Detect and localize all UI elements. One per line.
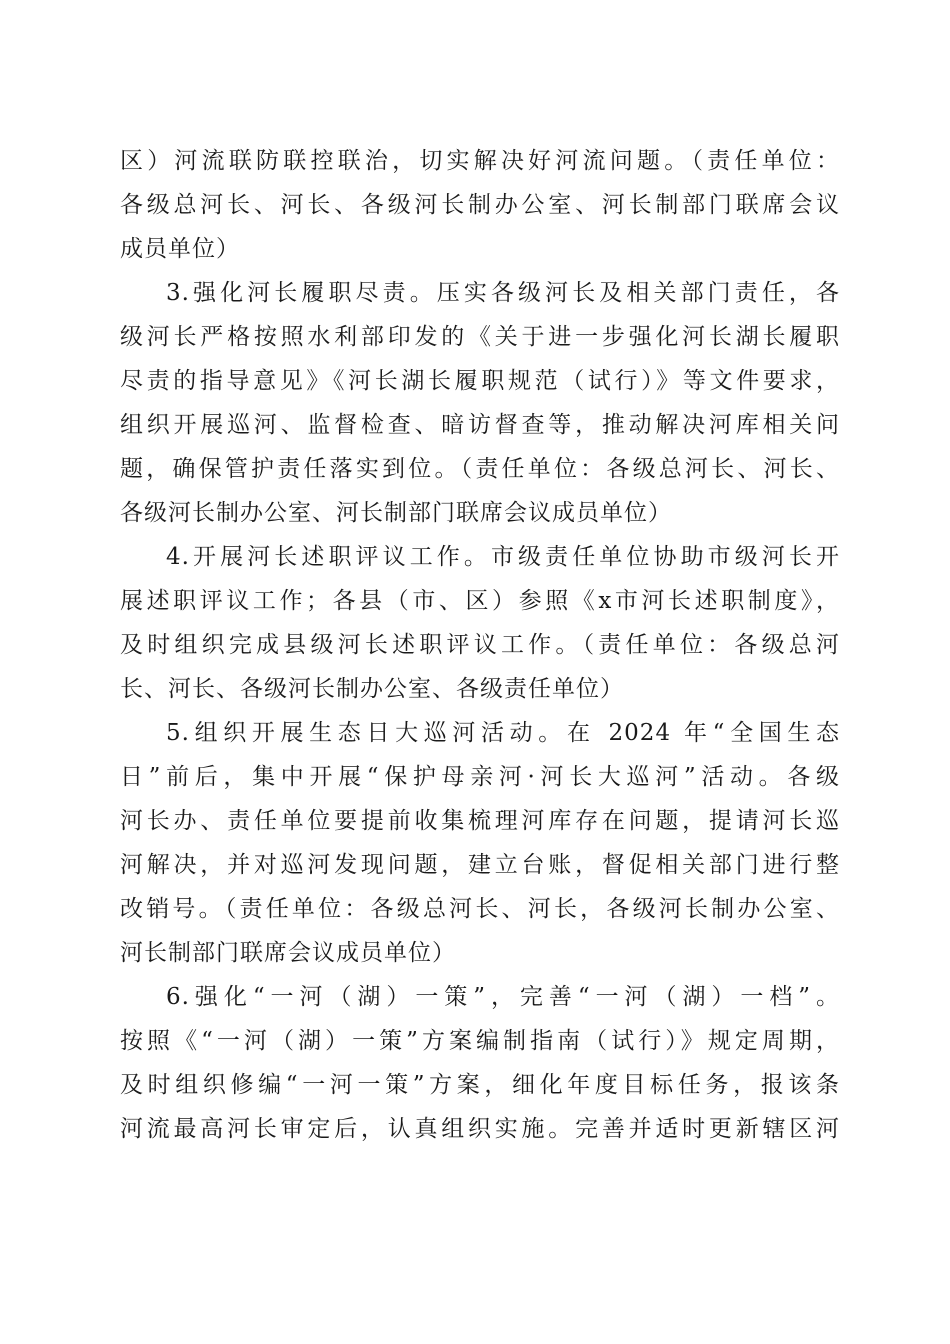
paragraph-item-3 [120, 271, 840, 535]
paragraph-item-4 [120, 535, 840, 711]
text-line: 各级总河长、河长、各级河长制办公室、河长制部门联席会议 [120, 192, 840, 218]
text-line: 3.强化河长履职尽责。压实各级河长及相关部门责任，各 [166, 280, 840, 306]
text-line: 6.强化“一河（湖）一策”，完善“一河（湖）一档”。 [166, 984, 840, 1010]
text-line: 尽责的指导意见》《河长湖长履职规范（试行）》等文件要求， [120, 368, 840, 394]
text-line: 及时组织修编“一河一策”方案，细化年度目标任务，报该条 [120, 1072, 840, 1098]
text-line: 河长制部门联席会议成员单位） [120, 940, 456, 966]
text-line: 及时组织完成县级河长述职评议工作。（责任单位：各级总河 [120, 632, 840, 658]
text-line: 河长办、责任单位要提前收集梳理河库存在问题，提请河长巡 [120, 808, 840, 834]
paragraph-continuation [120, 139, 840, 271]
text-line: 河解决，并对巡河发现问题，建立台账，督促相关部门进行整 [120, 852, 840, 878]
text-line: 改销号。（责任单位：各级总河长、河长，各级河长制办公室、 [120, 896, 840, 922]
text-line: 河流最高河长审定后，认真组织实施。完善并适时更新辖区河 [120, 1116, 840, 1142]
text-line: 成员单位） [120, 236, 240, 262]
text-line: 级河长严格按照水利部印发的《关于进一步强化河长湖长履职 [120, 324, 840, 350]
text-line: 各级河长制办公室、河长制部门联席会议成员单位） [120, 500, 672, 526]
text-line: 5.组织开展生态日大巡河活动。在 2024 年“全国生态 [166, 720, 840, 746]
text-line: 长、河长、各级河长制办公室、各级责任单位） [120, 676, 624, 702]
paragraph-item-6 [120, 975, 840, 1151]
text-line: 展述职评议工作；各县（市、区）参照《x市河长述职制度》， [120, 588, 840, 614]
text-line: 日”前后，集中开展“保护母亲河·河长大巡河”活动。各级 [120, 764, 840, 790]
text-line: 按照《“一河（湖）一策”方案编制指南（试行）》规定周期， [120, 1028, 840, 1054]
text-line: 组织开展巡河、监督检查、暗访督查等，推动解决河库相关问 [120, 412, 840, 438]
text-line: 题，确保管护责任落实到位。（责任单位：各级总河长、河长、 [120, 456, 840, 482]
document-body [120, 139, 840, 1151]
text-line: 区）河流联防联控联治，切实解决好河流问题。（责任单位： [120, 148, 840, 174]
paragraph-item-5 [120, 711, 840, 975]
text-line: 4.开展河长述职评议工作。市级责任单位协助市级河长开 [166, 544, 840, 570]
